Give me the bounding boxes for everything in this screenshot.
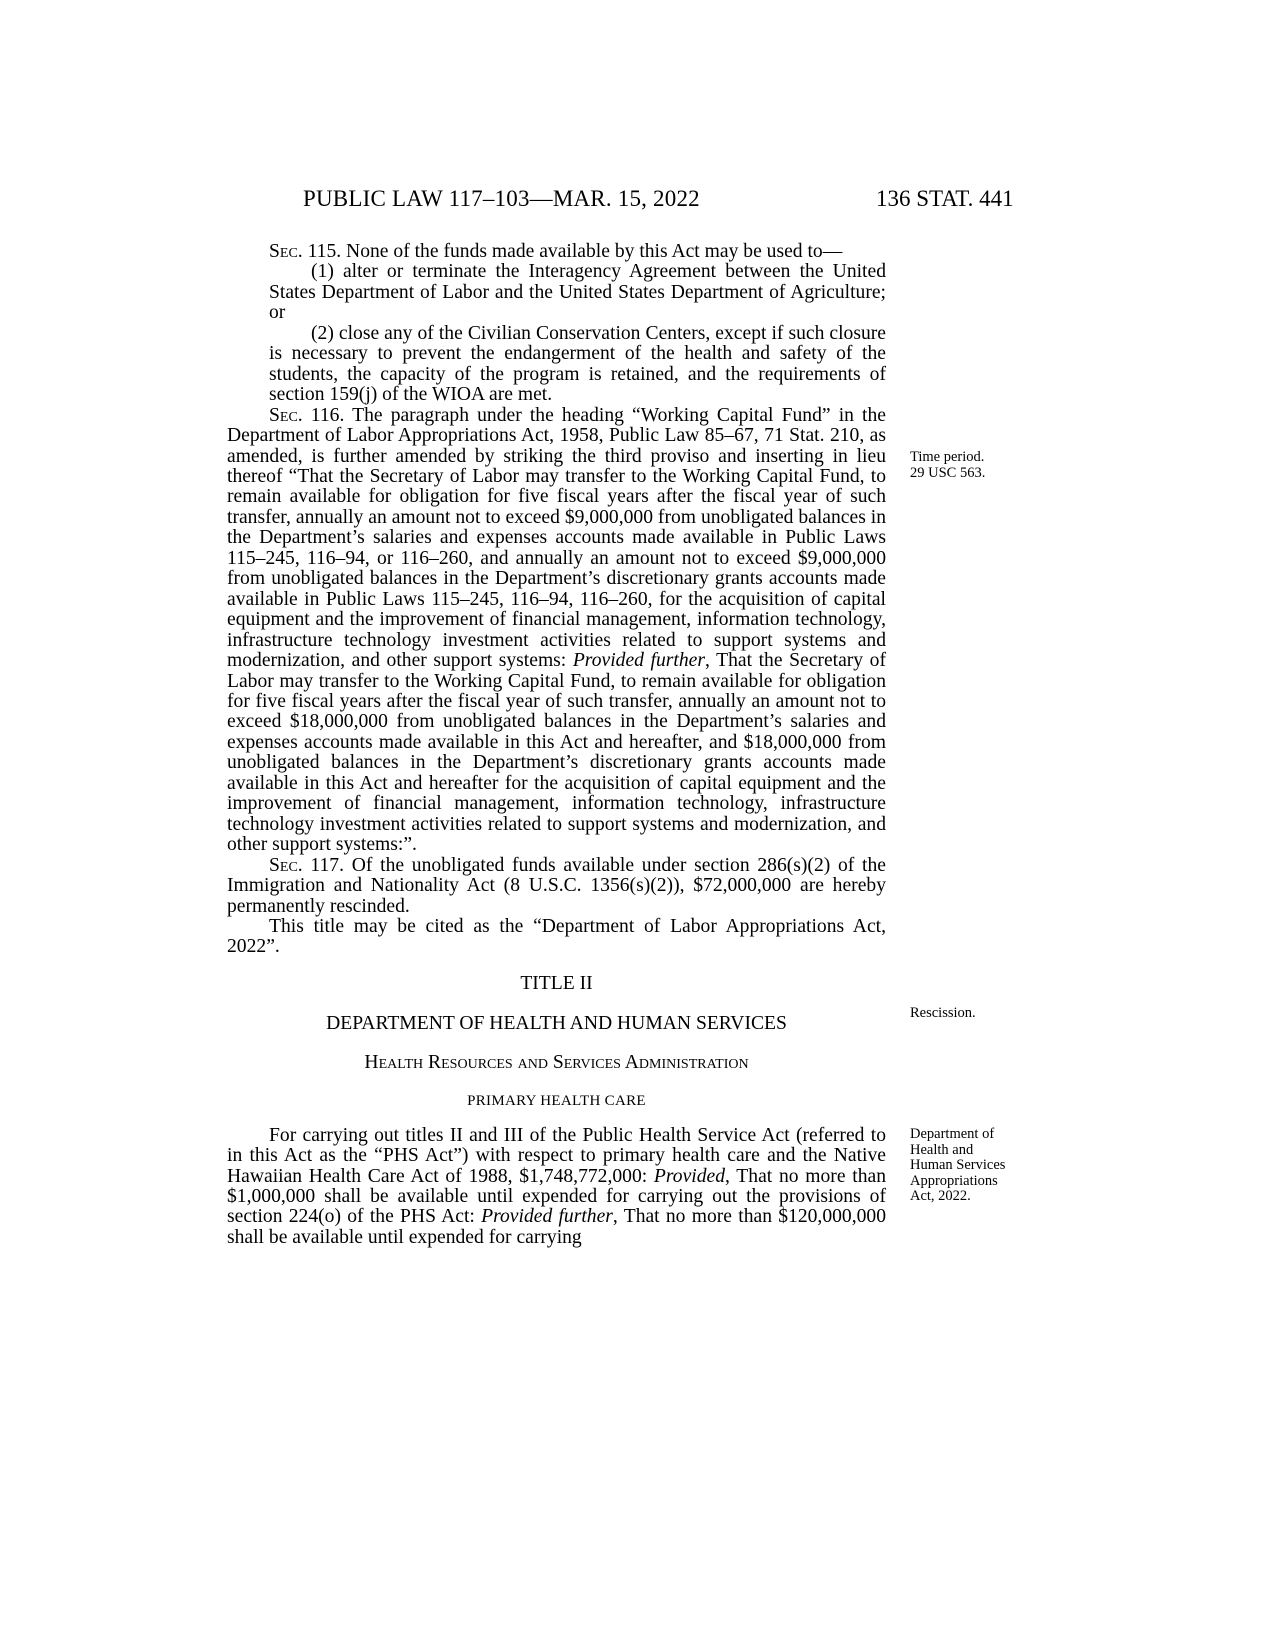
document-body [227, 242, 886, 1248]
margin-note-line: Human Services [910, 1157, 1006, 1173]
phc-italic-b: Provided further [481, 1206, 613, 1228]
margin-note-time-period [910, 450, 985, 481]
running-header: PUBLIC LAW 117–103—MAR. 15, 2022 [303, 186, 700, 211]
primary-health-care-paragraph [227, 1126, 886, 1249]
sec-115-item-2: (2) close any of the Civilian Conservation Centers, except if such closure is necessary to prevent the endangerment of the health and safety of the students, the capacity of the program is retained, and the requirements of section 159(j) of the WIOA are met. [269, 322, 886, 406]
sec-116-text-b: , That the Secretary of Labor may transfer to the Working Capital Fund, to remain available for obligation for five fiscal years after the fiscal year of such transfer, annually an amount not to exceed $18,000,000 from unobligated balances in the Department’s salaries and expenses accounts made available in this Act and hereafter, and $18,000,000 from unobligated balances in the Department’s discretionary grants accounts made available in this Act and hereafter for the acquisition of capital equipment and the improvement of financial management, information technology, infrastructure technology investment activities related to support systems and modernization, and other support systems:”. [227, 650, 887, 856]
sec-115-intro [227, 242, 886, 262]
department-heading: DEPARTMENT OF HEALTH AND HUMAN SERVICES [326, 1013, 787, 1035]
margin-note-line: Act, 2022. [910, 1188, 971, 1204]
sec-116 [227, 406, 886, 856]
agency-heading: Health Resources and Services Administration [364, 1051, 749, 1073]
phc-text-a: For carrying out titles II and III of the Public Health Service Act (referred to in this Act as the “PHS Act”) with respect to primary health care and the Native Hawaiian Health Care Act of 1988, $1,748,772,000: [227, 1124, 886, 1187]
margin-note-line: Appropriations [910, 1172, 998, 1189]
sec-115-item-1: (1) alter or terminate the Interagency Agreement between the United States Department of Labor and the United States Department of Agriculture; or [269, 261, 886, 324]
sec-115-text: . 115. None of the funds made available by this Act may be used to— [297, 241, 843, 262]
sec-116-text-a: . 116. The paragraph under the heading “Working Capital Fund” in the Department of Labor Appropriations Act, 1958, Public Law 85–67, 71 Stat. 210, as amended, is further amended by striking the third proviso and inserting in lieu thereof “That the Secretary of Labor may transfer to the Working Capital Fund, to remain available for obligation for five fiscal years after the fiscal year of such transfer, annually an amount not to exceed $9,000,000 from unobligated balances in the Department’s salaries and expenses accounts made available in Public Laws 115–245, 116–94, or 116–260, and annually an amount not to exceed $9,000,000 from unobligated balances in the Department’s discretionary grants accounts made available in Public Laws 115–245, 116–94, 116–260, for the acquisition of capital equipment and the improvement of financial management, information technology, infrastructure technology investment activities related to support systems and modernization, and other support systems: [227, 404, 886, 672]
sec-116-italic: Provided further [572, 650, 705, 672]
sec-117 [227, 856, 886, 917]
margin-note-line: Rescission. [910, 1005, 976, 1021]
margin-note-line: Health and [910, 1141, 974, 1158]
margin-note-line: 29 USC 563. [910, 464, 986, 481]
margin-note-short-title [910, 1127, 1005, 1205]
phc-text-c: , That no more than $120,000,000 shall be available until expended for carrying [227, 1206, 887, 1248]
phc-text-b: , That no more than $1,000,000 shall be available until expended for carrying out the provisions of section 224(o) of the PHS Act: [227, 1165, 886, 1228]
page-citation: 136 STAT. 441 [876, 186, 1014, 211]
sec-label: Sec [269, 854, 298, 876]
margin-note-line: Department of [910, 1126, 995, 1142]
sec-label: Sec [269, 404, 298, 426]
margin-note-line: Time period. [910, 449, 985, 465]
sec-117-text: . 117. Of the unobligated funds available under section 286(s)(2) of the Immigration and Nationality Act (8 U.S.C. 1356(s)(2)), $72,000,000 are hereby permanently rescinded. [227, 854, 886, 917]
title-citation: This title may be cited as the “Department of Labor Appropriations Act, 2022”. [227, 915, 886, 958]
account-heading: PRIMARY HEALTH CARE [467, 1093, 646, 1110]
title-heading: TITLE II [520, 972, 593, 994]
sec-label: Sec [269, 241, 298, 262]
phc-italic-a: Provided [653, 1165, 726, 1187]
margin-note-rescission [910, 1006, 976, 1022]
